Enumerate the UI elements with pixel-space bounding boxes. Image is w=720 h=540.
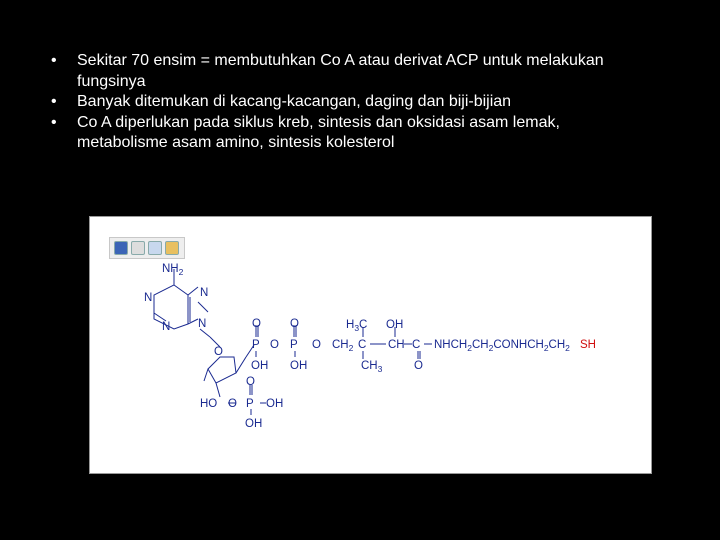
- adenine-n1-label: N: [144, 292, 153, 304]
- bullet-dot: •: [51, 52, 57, 69]
- phosphate3-oh-label: OH: [266, 398, 284, 410]
- bullet-text: Co A diperlukan pada siklus kreb, sintesis dan oksidasi asam lemak,: [77, 113, 560, 131]
- bridge-oxygen-a-label: O: [270, 339, 279, 351]
- bullet-item-3: [32, 113, 692, 154]
- methyl-upper-label: $H_3C$: [346, 319, 368, 333]
- phosphate3-p-label: P: [246, 398, 254, 410]
- phosphate-a-oh-label: OH: [251, 360, 269, 372]
- adenine-n9-label: N: [198, 318, 207, 330]
- phosphate3-oh-lower-label: OH: [245, 418, 263, 430]
- hydroxyl-chain-label: OH: [386, 319, 404, 331]
- bullet-text-continued: metabolisme asam amino, sintesis kolesterol: [77, 134, 395, 151]
- bridge-oxygen-b-label: O: [312, 339, 321, 351]
- bullet-text-continued: fungsinya: [77, 72, 146, 90]
- hydroxyl-label: HO: [200, 398, 218, 410]
- ribose-ring-oxygen-label: O: [214, 346, 223, 358]
- amino-group-label: $NH_2$: [162, 263, 184, 277]
- ester-oxygen-label: O: [228, 398, 237, 410]
- phosphate3-oxo-label: O: [246, 376, 255, 388]
- bullet-text: Banyak ditemukan di kacang-kacangan, daging dan biji-bijian: [77, 93, 512, 110]
- bullet-dot: •: [51, 93, 57, 110]
- adenine-n3-label: N: [162, 321, 171, 333]
- phosphate-a-p-label: P: [252, 339, 260, 351]
- coenzyme-a-structure-figure: [89, 216, 652, 474]
- bullet-text: Sekitar 70 ensim = membutuhkan Co A atau derivat ACP untuk melakukan: [77, 52, 604, 69]
- bullet-item-2: [32, 92, 692, 113]
- bullet-dot: •: [51, 113, 57, 131]
- thiol-group-label: SH: [580, 339, 596, 351]
- amide-chain-label: $NHCH_2CH_2CONHCH_2CH_2$: [434, 339, 570, 353]
- methine-label: CH: [388, 339, 405, 351]
- phosphate-b-p-label: P: [290, 339, 298, 351]
- methyl-lower-label: $CH_3$: [361, 360, 383, 374]
- carbonyl-oxygen-label: O: [414, 360, 423, 372]
- phosphate-b-oh-label: OH: [290, 360, 308, 372]
- bullet-list: [32, 51, 692, 154]
- structural-formula: [90, 217, 651, 473]
- bullet-item-1: [32, 51, 692, 92]
- carbonyl-carbon-label: C: [412, 339, 421, 351]
- phosphate-b-oxo-label: O: [290, 318, 299, 330]
- adenine-n7-label: N: [200, 287, 209, 299]
- quaternary-carbon-label: C: [358, 339, 367, 351]
- methylene-label: $CH_2$: [332, 339, 354, 353]
- phosphate-a-oxo-label: O: [252, 318, 261, 330]
